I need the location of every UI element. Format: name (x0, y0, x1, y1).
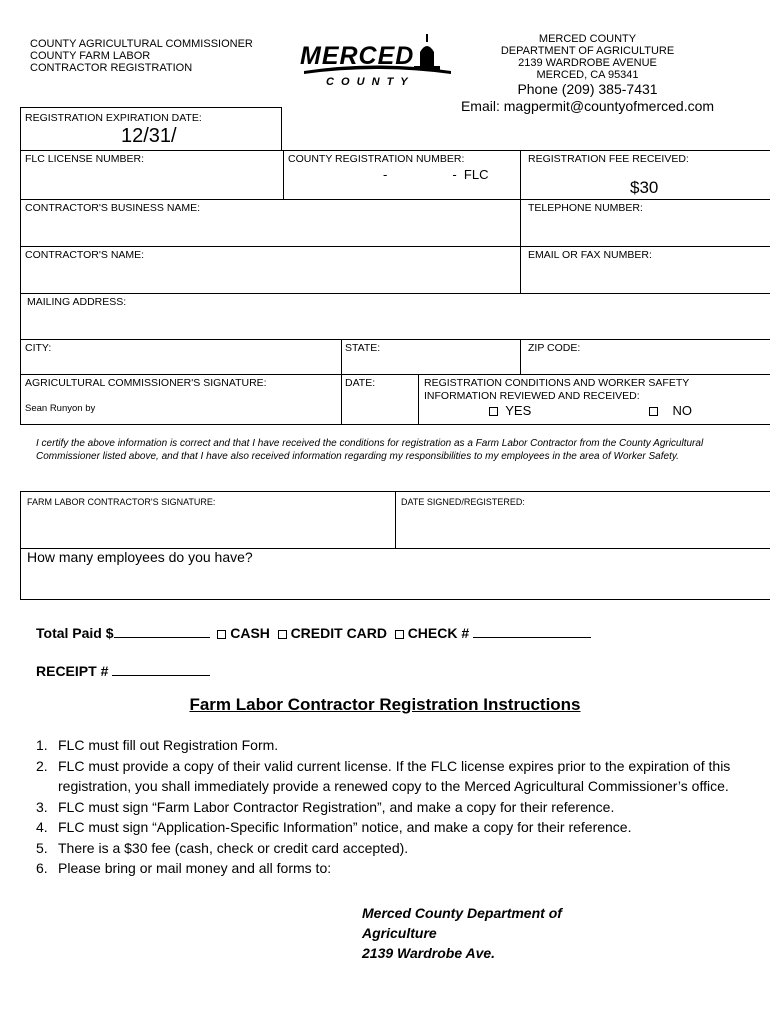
mail-to-address (362, 903, 562, 963)
ag-sig-value[interactable]: Sean Runyon by (25, 403, 96, 414)
logo-sub: C O U N T Y (326, 76, 410, 88)
contractor-name-label: CONTRACTOR'S NAME: (25, 249, 145, 261)
certify-text: I certify the above information is correct and that I have received the conditions for registration as a Farm Labor Contractor from the County Agricultural Commissioner listed above, and that I have also received information regarding my responsibilities to my employees in the area of Worker Safety. (36, 438, 704, 462)
flc-license-label: FLC LICENSE NUMBER: (25, 153, 145, 165)
address-line: 2139 WARDROBE AVENUE (518, 57, 657, 69)
check-number-field[interactable] (473, 624, 591, 638)
list-item: 5. There is a $30 fee (cash, check or credit card accepted). (36, 839, 409, 856)
payment-line (36, 624, 591, 641)
registration-form (20, 150, 770, 425)
credit-label: CREDIT CARD (290, 625, 388, 641)
no-label: NO (672, 403, 692, 418)
expiration-label: REGISTRATION EXPIRATION DATE: (25, 112, 202, 124)
zip-label: ZIP CODE: (528, 342, 581, 354)
fee-label: REGISTRATION FEE RECEIVED: (528, 153, 689, 165)
flc-sig-label: FARM LABOR CONTRACTOR'S SIGNATURE: (27, 497, 216, 507)
check-checkbox[interactable] (395, 630, 404, 639)
list-item: 2. FLC must provide a copy of their valid current license. If the FLC license expires prior to the expiration of this registration, you shall immediately provide a renewed copy to the Merced Agricultural Commissioner’s office. (36, 757, 731, 794)
date-signed-label: DATE SIGNED/REGISTERED: (401, 497, 525, 507)
cash-checkbox[interactable] (217, 630, 226, 639)
telephone-label: TELEPHONE NUMBER: (528, 202, 643, 214)
header-right (460, 33, 715, 115)
receipt-field[interactable] (112, 662, 210, 676)
cash-label: CASH (230, 625, 270, 641)
yes-option[interactable] (489, 403, 531, 418)
receipt-label: RECEIPT # (36, 663, 109, 679)
address-line: MERCED COUNTY (538, 33, 637, 45)
header-line: COUNTY AGRICULTURAL COMMISSIONER (30, 38, 253, 50)
city-label: CITY: (25, 342, 52, 354)
list-item: 6. Please bring or mail money and all forms to: (36, 860, 332, 876)
address-line: DEPARTMENT OF AGRICULTURE (500, 45, 675, 57)
email-fax-label: EMAIL OR FAX NUMBER: (528, 249, 652, 261)
total-paid-label: Total Paid $ (36, 625, 114, 641)
address-line: Merced County Department of (362, 905, 562, 921)
yes-label: YES (505, 403, 532, 418)
phone: Phone (209) 385-7431 (517, 81, 658, 97)
address-line: MERCED, CA 95341 (536, 69, 639, 81)
check-label: CHECK # (407, 625, 470, 641)
header-line: COUNTY FARM LABOR (30, 50, 151, 62)
address-line: Agriculture (362, 925, 437, 941)
business-name-label: CONTRACTOR'S BUSINESS NAME: (25, 202, 201, 214)
email: Email: magpermit@countyofmerced.com (460, 98, 715, 114)
header-line: CONTRACTOR REGISTRATION (30, 62, 193, 74)
checkbox-icon[interactable] (489, 407, 498, 416)
instructions-list (36, 735, 748, 879)
list-item: 1. FLC must fill out Registration Form. (36, 737, 279, 753)
state-label: STATE: (345, 342, 381, 354)
checkbox-icon[interactable] (649, 407, 658, 416)
expiration-value[interactable]: 12/31/ (121, 125, 177, 147)
receipt-line (36, 662, 210, 679)
credit-checkbox[interactable] (278, 630, 287, 639)
address-line: 2139 Wardrobe Ave. (362, 945, 496, 961)
conditions-label: REGISTRATION CONDITIONS AND WORKER SAFETY INFORMATION REVIEWED AND RECEIVED: (424, 377, 690, 402)
county-reg-value[interactable]: - - FLC (383, 167, 489, 182)
date-label: DATE: (345, 377, 376, 389)
total-paid-field[interactable] (114, 624, 210, 638)
instructions-title: Farm Labor Contractor Registration Instructions (189, 695, 581, 714)
mailing-label: MAILING ADDRESS: (27, 296, 127, 308)
merced-county-logo (296, 30, 456, 92)
signature-box (20, 491, 770, 600)
ag-sig-label: AGRICULTURAL COMMISSIONER'S SIGNATURE: (25, 377, 267, 389)
list-item: 4. FLC must sign “Application-Specific Information” notice, and make a copy for their reference. (36, 819, 632, 835)
list-item: 3. FLC must sign “Farm Labor Contractor Registration”, and make a copy for their reference. (36, 798, 615, 815)
expiration-box (20, 107, 282, 151)
county-reg-label: COUNTY REGISTRATION NUMBER: (288, 153, 465, 165)
no-option[interactable] (649, 403, 692, 418)
logo-word: MERCED (300, 42, 415, 70)
employees-question: How many employees do you have? (27, 549, 253, 565)
header-left (30, 38, 253, 74)
fee-value[interactable]: $30 (630, 178, 659, 197)
